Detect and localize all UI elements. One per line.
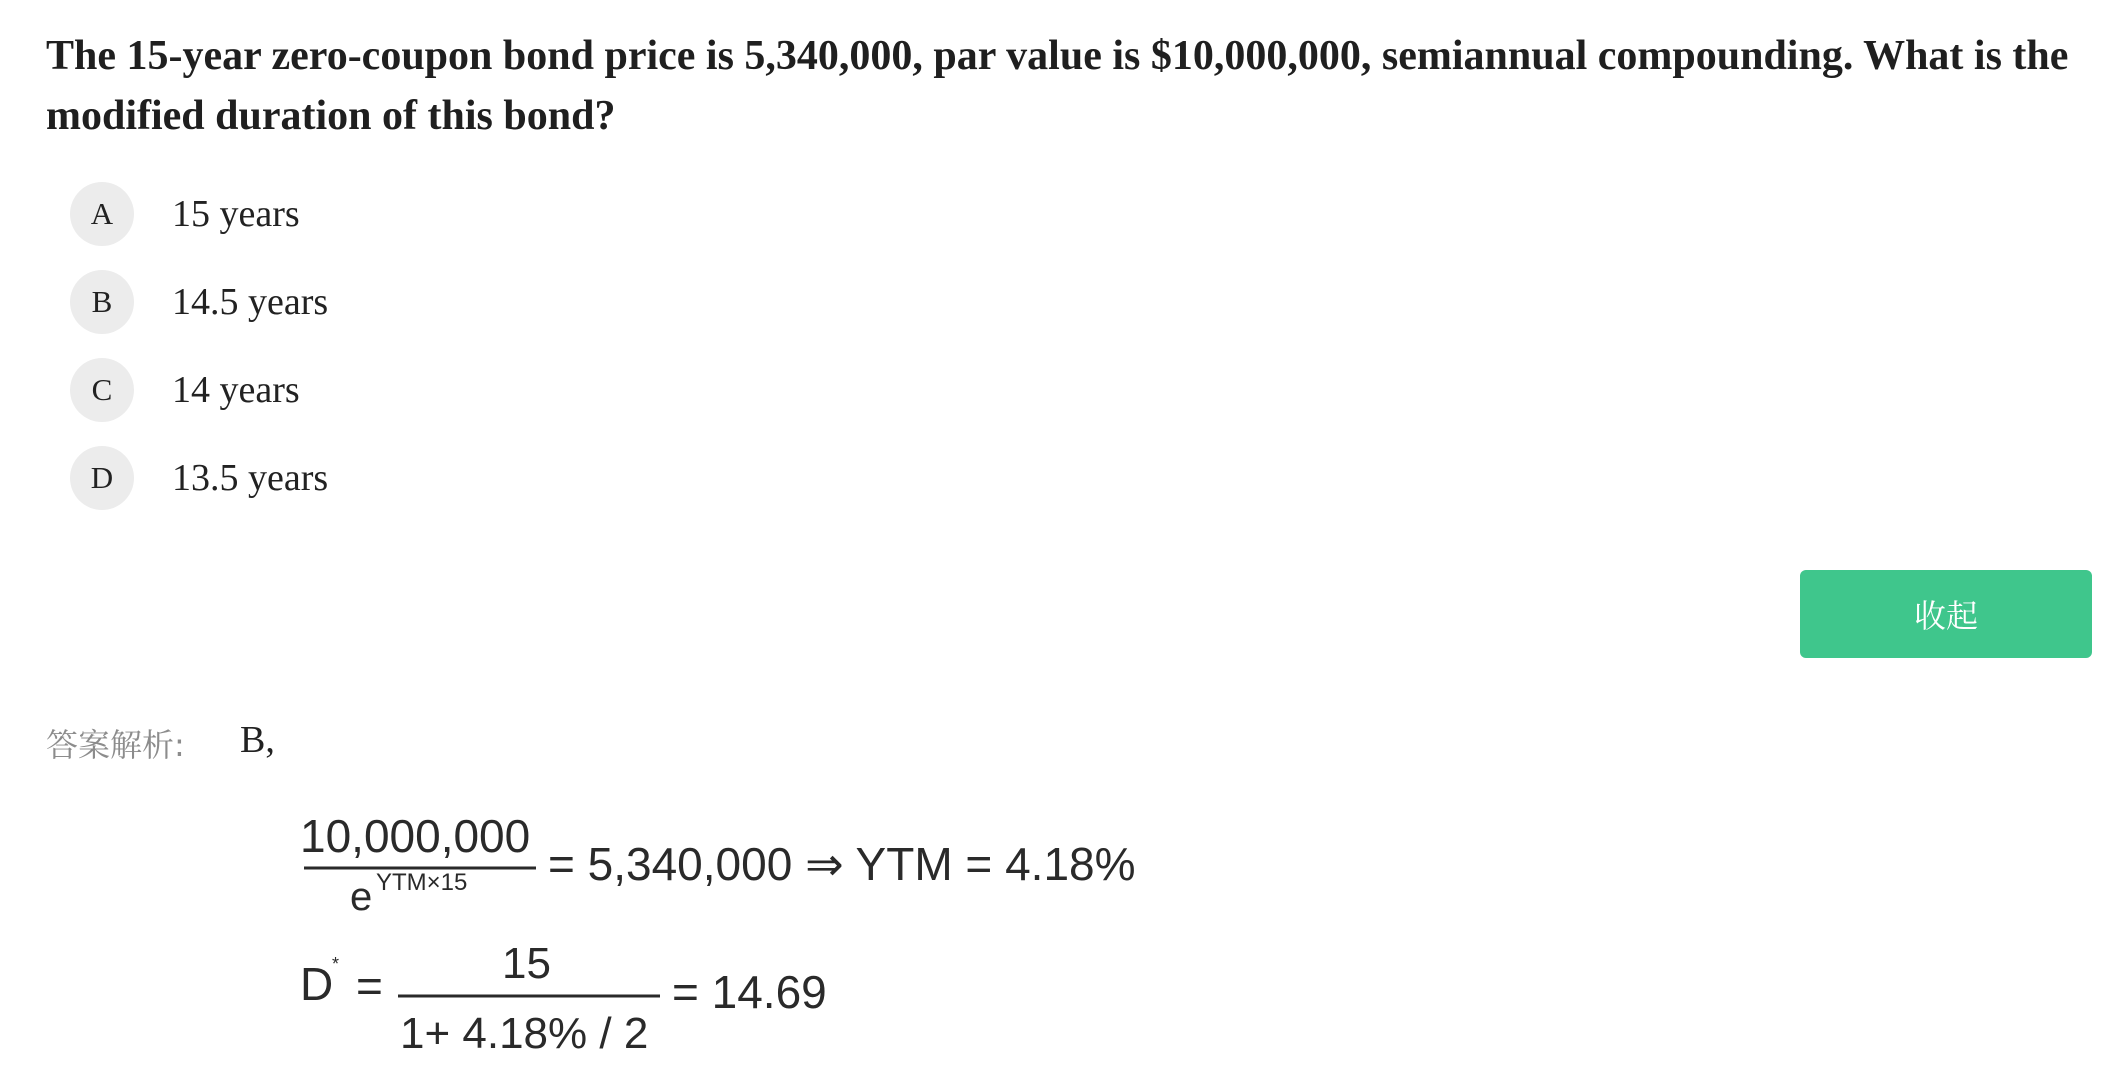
option-text: 14.5 years [172,281,329,323]
formula2-lhs: D [300,958,334,1010]
formula1-rhs: = 5,340,000 ⇒ YTM = 4.18% [548,838,1136,890]
collapse-button[interactable]: 收起 [1800,570,2092,658]
analysis-answer: B, [240,719,275,761]
formula2-denominator: 1+ 4.18% / 2 [400,1009,649,1058]
option-text: 15 years [172,193,300,235]
option-a[interactable] [70,182,328,246]
formula2-rhs: = 14.69 [672,966,827,1018]
option-text: 13.5 years [172,457,329,499]
options-list [70,182,328,534]
option-d[interactable] [70,446,328,510]
option-c[interactable] [70,358,328,422]
formula1-denominator-base: e [350,875,373,919]
question-text: The 15-year zero-coupon bond price is 5,340,000, par value is $10,000,000, semiannual compounding. What is the modified duration of this bond? [46,33,2069,139]
option-letter-badge: B [70,270,134,334]
analysis-label: 答案解析: [46,726,185,764]
formula2-lhs-superscript: * [332,954,340,974]
formula1-denominator-exponent: YTM×15 [376,869,468,896]
option-text: 14 years [172,369,300,411]
option-b[interactable] [70,270,328,334]
formula2-numerator: 15 [502,939,551,988]
option-letter-badge: C [70,358,134,422]
formula1-numerator: 10,000,000 [300,810,531,862]
option-letter-badge: D [70,446,134,510]
option-letter-badge: A [70,182,134,246]
formula2-equals: = [356,960,383,1012]
solution-formula [290,800,1190,1068]
